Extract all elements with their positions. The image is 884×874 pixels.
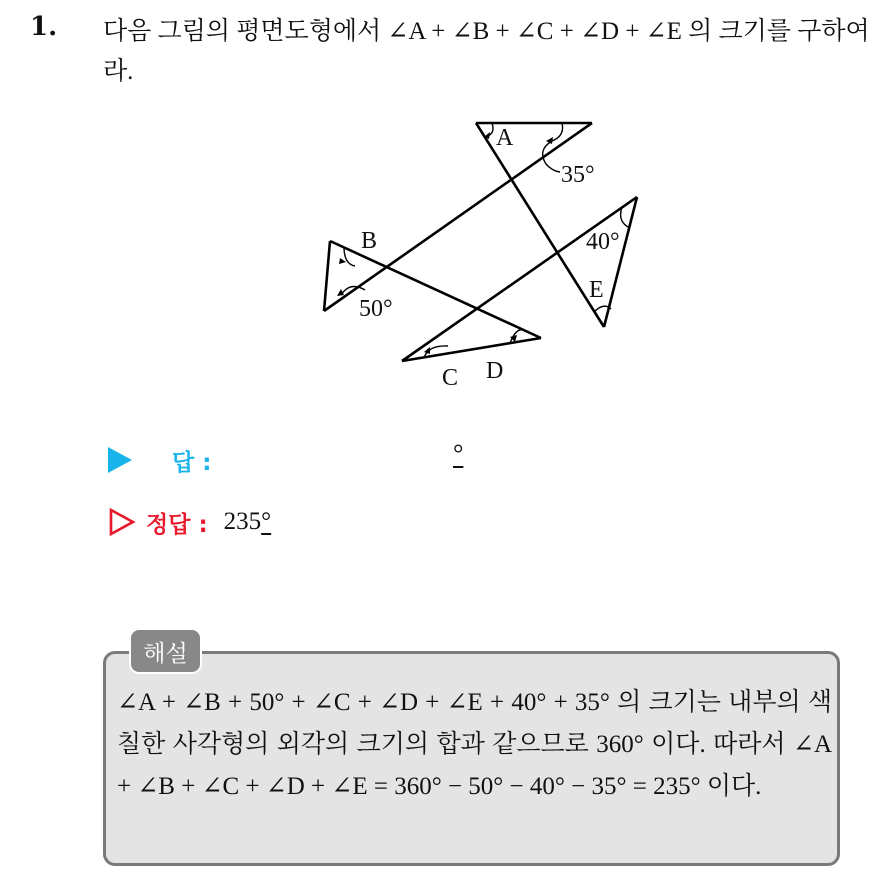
- correct-answer-unit: °: [261, 508, 272, 535]
- play-triangle-icon: [108, 447, 132, 473]
- label-35: 35°: [561, 162, 595, 188]
- explanation-text: ∠A + ∠B + 50° + ∠C + ∠D + ∠E + 40° + 35° 의 크기는 내부의 색칠한 사각형의 외각의 크기의 합과 같으므로 360° 이다. 따라서 ∠A + ∠B + ∠C + ∠D + ∠E = 360° − 50° − 40° − 35° = 235° 이다.: [117, 689, 832, 800]
- answer-row: [108, 442, 211, 478]
- label-b: B: [361, 228, 378, 254]
- label-50: 50°: [359, 296, 393, 322]
- edge-bottom: [402, 338, 541, 361]
- label-a: A: [496, 125, 514, 151]
- line-ab: [324, 123, 592, 311]
- answer-unit-blank[interactable]: °: [453, 439, 464, 468]
- question-text: 다음 그림의 평면도형에서 ∠A + ∠B + ∠C + ∠D + ∠E 의 크기를 구하여라.: [103, 18, 870, 85]
- outline-triangle-icon: [108, 508, 136, 536]
- correct-answer-number: 235: [223, 508, 262, 535]
- label-c: C: [442, 365, 459, 391]
- label-e: E: [589, 277, 604, 303]
- label-d: D: [486, 358, 504, 384]
- correct-answer-value: [224, 508, 272, 536]
- explanation-tag: 해설: [129, 628, 202, 674]
- correct-answer-label: 정답 :: [146, 511, 208, 538]
- question-number: 1.: [30, 12, 58, 42]
- line-bd: [330, 241, 541, 338]
- arc-35: [552, 123, 563, 141]
- arrowhead-b: [339, 258, 346, 264]
- answer-label: 답 :: [172, 449, 212, 476]
- correct-answer-row: [108, 504, 271, 540]
- edge-left: [324, 241, 330, 311]
- arrowhead-c: [424, 347, 430, 354]
- label-40: 40°: [586, 229, 620, 255]
